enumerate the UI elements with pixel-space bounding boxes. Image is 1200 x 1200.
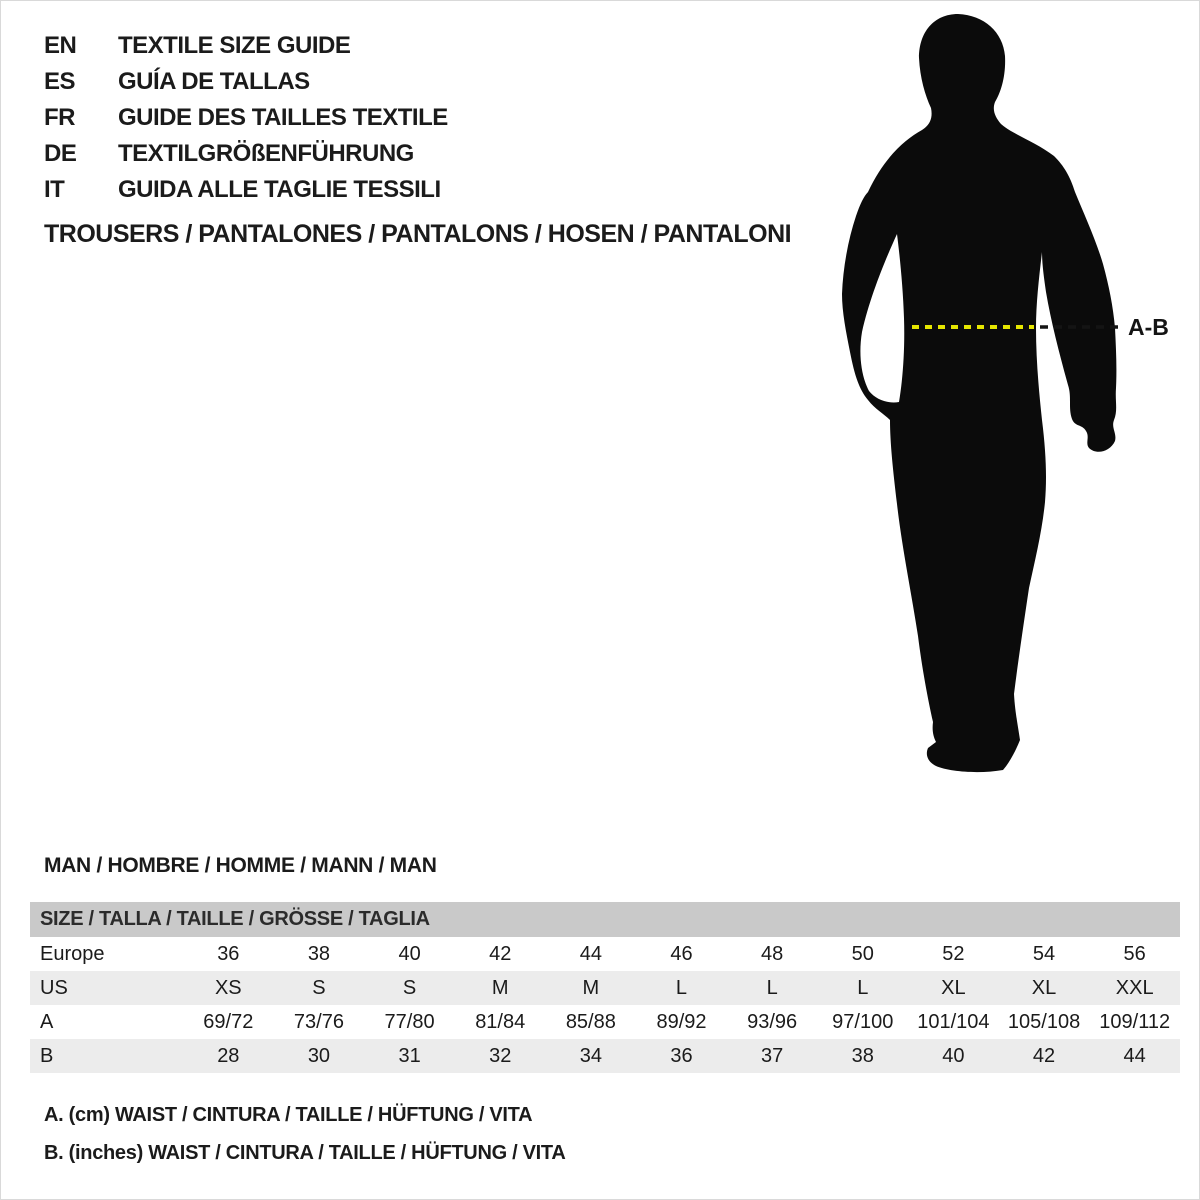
- size-value-cell: XXL: [1115, 976, 1154, 999]
- size-value-cell: S: [312, 976, 326, 999]
- lang-code: ES: [44, 68, 76, 95]
- garment-heading: TROUSERS / PANTALONES / PANTALONS / HOSEN / PANTALONI: [44, 220, 792, 248]
- size-value-cell: 85/88: [565, 1010, 616, 1033]
- size-value-cell: 42: [1032, 1044, 1056, 1067]
- size-value-cell: 54: [1032, 942, 1056, 965]
- size-value-cell: 36: [217, 942, 240, 965]
- size-value-cell: 38: [307, 942, 331, 965]
- size-value-cell: XL: [941, 976, 966, 999]
- size-value-cell: 34: [579, 1044, 602, 1067]
- lang-label: GUIDE DES TAILLES TEXTILE: [118, 104, 448, 131]
- size-table: [30, 902, 1180, 1073]
- lang-row-es: [44, 64, 448, 100]
- size-value-cell: 81/84: [475, 1010, 526, 1033]
- size-value-cell: L: [766, 976, 778, 999]
- size-value-cell: 46: [670, 942, 693, 965]
- size-value-cell: 38: [851, 1044, 874, 1067]
- size-table-body: [30, 937, 1180, 1073]
- row-label: US: [40, 976, 68, 999]
- row-label: A: [40, 1010, 54, 1033]
- language-title-list: [44, 28, 448, 208]
- lang-label: TEXTILGRÖßENFÜHRUNG: [118, 140, 414, 167]
- size-value-cell: 31: [398, 1044, 421, 1067]
- size-value-cell: 50: [851, 942, 874, 965]
- size-value-cell: 52: [942, 942, 965, 965]
- size-value-cell: 32: [489, 1044, 512, 1067]
- lang-label: GUIDA ALLE TAGLIE TESSILI: [118, 176, 441, 203]
- size-value-cell: 40: [942, 1044, 965, 1067]
- size-value-cell: 44: [1123, 1044, 1146, 1067]
- size-value-cell: 69/72: [203, 1010, 254, 1033]
- size-value-cell: 37: [761, 1044, 784, 1067]
- size-value-cell: S: [402, 976, 417, 999]
- table-row-us: [30, 971, 1180, 1005]
- table-row-b: [30, 1039, 1180, 1073]
- size-value-cell: 97/100: [832, 1010, 894, 1033]
- size-value-cell: 36: [670, 1044, 693, 1067]
- gender-heading: MAN / HOMBRE / HOMME / MANN / MAN: [44, 854, 437, 877]
- row-label: Europe: [40, 942, 105, 965]
- size-value-cell: L: [857, 976, 869, 999]
- size-value-cell: 105/108: [1007, 1010, 1081, 1033]
- size-value-cell: XS: [214, 976, 242, 999]
- measurement-diagram: [830, 0, 1200, 800]
- lang-label: GUÍA DE TALLAS: [118, 68, 310, 95]
- size-value-cell: 40: [398, 942, 421, 965]
- size-value-cell: 30: [307, 1044, 331, 1067]
- size-value-cell: 77/80: [384, 1010, 435, 1033]
- lang-row-de: [44, 136, 448, 172]
- footnote-cm: A. (cm) WAIST / CINTURA / TAILLE / HÜFTUNG / VITA: [44, 1104, 533, 1126]
- size-value-cell: 109/112: [1099, 1010, 1171, 1033]
- lang-row-en: [44, 28, 448, 64]
- size-value-cell: 89/92: [656, 1010, 707, 1033]
- size-value-cell: 101/104: [917, 1010, 990, 1033]
- man-silhouette: [842, 14, 1116, 772]
- size-value-cell: M: [582, 976, 600, 999]
- lang-row-it: [44, 172, 448, 208]
- size-value-cell: 28: [217, 1044, 240, 1067]
- footnote-inches: B. (inches) WAIST / CINTURA / TAILLE / HÜFTUNG / VITA: [44, 1142, 566, 1164]
- size-value-cell: 93/96: [747, 1010, 798, 1033]
- size-value-cell: L: [675, 976, 688, 999]
- size-table-header: SIZE / TALLA / TAILLE / GRÖSSE / TAGLIA: [30, 902, 1180, 937]
- table-row-a: [30, 1005, 1180, 1039]
- lang-code: FR: [44, 104, 75, 131]
- size-value-cell: 42: [489, 942, 512, 965]
- size-value-cell: 56: [1123, 942, 1146, 965]
- table-row-europe: [30, 937, 1180, 971]
- lang-code: EN: [44, 32, 77, 59]
- size-value-cell: XL: [1031, 976, 1057, 999]
- lang-code: DE: [44, 140, 77, 167]
- measure-label-ab: A-B: [1128, 314, 1169, 340]
- size-value-cell: 48: [761, 942, 784, 965]
- lang-label: TEXTILE SIZE GUIDE: [118, 32, 351, 59]
- lang-code: IT: [44, 176, 65, 203]
- size-value-cell: 73/76: [293, 1010, 344, 1033]
- row-label: B: [40, 1044, 54, 1067]
- lang-row-fr: [44, 100, 448, 136]
- size-value-cell: 44: [579, 942, 602, 965]
- size-value-cell: M: [491, 976, 509, 999]
